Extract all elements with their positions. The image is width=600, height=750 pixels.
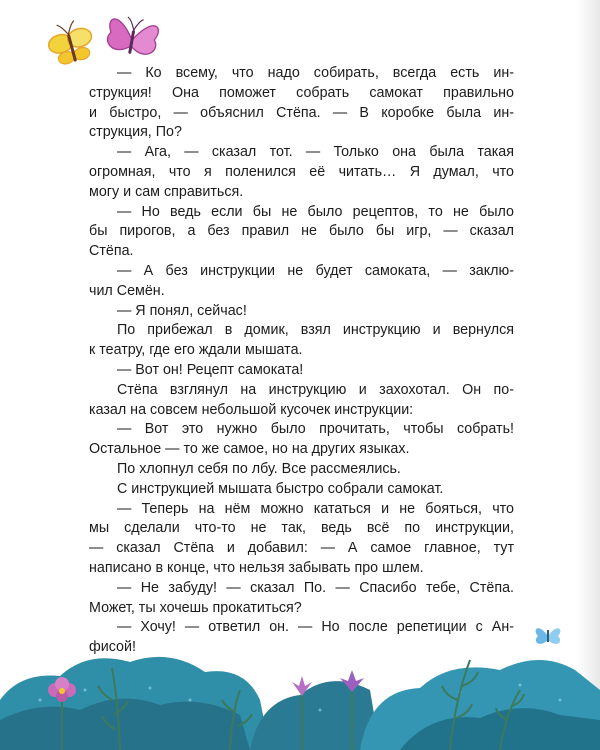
text-line: казал на совсем небольшой кусочек инструкции:: [89, 401, 414, 418]
text-line: — Я понял, сейчас!: [117, 302, 247, 319]
text-line: — Не забуду! — сказал По. — Спасибо тебе, Стёпа.: [117, 579, 514, 596]
text-line: С инструкцией мышата быстро собрали самокат.: [117, 480, 444, 497]
text-line: Стёпа взглянул на инструкцию и захохотал. Он по-: [117, 381, 514, 398]
text-line: бы пирогов, а без правил не было бы игр, — сказал: [89, 223, 514, 240]
yellow-butterfly-icon: [44, 17, 97, 67]
text-line: — Хочу! — ответил он. — Но после репетиции с Ан-: [117, 619, 514, 636]
bush-icon: [0, 657, 600, 750]
text-line: мы сделали что-то не так, ведь всё по инструкции,: [89, 520, 514, 537]
text-line: — Вот это нужно было прочитать, чтобы собрать!: [117, 421, 514, 438]
text-line: По хлопнул себя по лбу. Все рассмеялись.: [117, 460, 401, 477]
text-line: — Теперь на нём можно кататься и не бояться, что: [117, 500, 514, 517]
text-line: чил Семён.: [89, 282, 165, 299]
text-line: — Но ведь если бы не было рецептов, то не было: [117, 203, 514, 220]
text-line: — Ага, — сказал тот. — Только она была такая: [117, 144, 514, 161]
text-line: струкция, По?: [89, 124, 182, 141]
text-line: По прибежал в домик, взял инструкцию и вернулся: [117, 322, 514, 339]
text-line: могу и сам справиться.: [89, 183, 244, 200]
text-line: к театру, где его ждали мышата.: [89, 342, 303, 359]
text-line: Может, ты хочешь прокатиться?: [89, 599, 302, 616]
text-line: — А без инструкции не будет самоката, — заклю-: [117, 262, 514, 279]
blue-butterfly-icon: [536, 628, 561, 644]
story-text: [89, 64, 514, 658]
text-line: фисой!: [89, 639, 136, 656]
text-line: Стёпа.: [89, 243, 134, 260]
text-line: — Вот он! Рецепт самоката!: [117, 361, 304, 378]
text-line: струкция! Она поможет собрать самокат правильно: [89, 84, 514, 101]
text-line: Остальное — то же самое, но на других языках.: [89, 441, 410, 458]
pink-butterfly-icon: [105, 14, 160, 58]
text-line: — Ко всему, что надо собирать, всегда есть ин-: [117, 65, 514, 81]
text-line: и быстро, — объяснил Стёпа. — В коробке была ин-: [89, 104, 514, 121]
text-line: — сказал Стёпа и добавил: — А самое главное, тут: [89, 540, 514, 557]
text-line: написано в конце, что нельзя забывать про шлем.: [89, 559, 424, 576]
text-line: огромная, что я поленился её читать… Я думал, что: [89, 163, 514, 180]
